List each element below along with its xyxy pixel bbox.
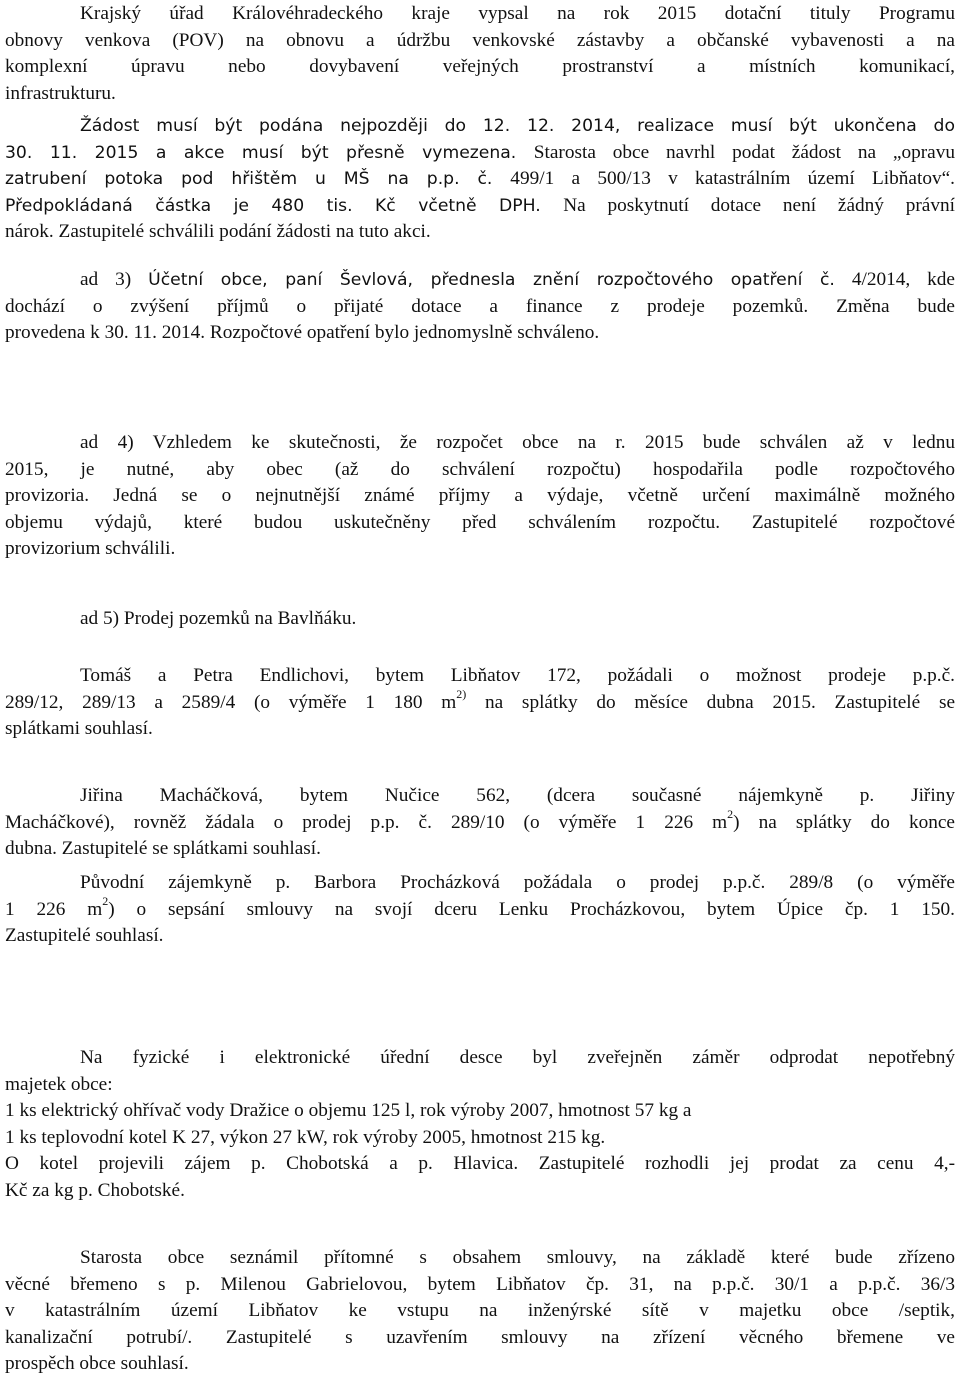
text-line: ad 4) Vzhledem ke skutečnosti, že rozpočet obce na r. 2015 bude schválen až v lednu [80, 432, 955, 453]
text-line: dubna. Zastupitelé se splátkami souhlasí. [5, 838, 321, 860]
text-line: kanalizační potrubí/. Zastupitelé s uzavřením smlouvy na zřízení věcného břemene ve [5, 1326, 955, 1348]
text-line: majetek obce: [5, 1073, 113, 1095]
text-line: 289/12, 289/13 a 2589/4 (o výměře 1 180 $m^{2)}$ na splátky do měsíce dubna 2015. Zastupitelé se [5, 687, 956, 713]
heading-ad5 [5, 606, 955, 633]
text-line: provizoria. Jedná se o nejnutnější známé příjmy a výdaje, včetně určení maximálně možného [5, 485, 955, 507]
text-line: Původní zájemkyně p. Barbora Procházková požádala o prodej p.p.č. 289/8 (o výměře [80, 872, 955, 893]
text-line: splátkami souhlasí. [5, 718, 153, 740]
text-line: O kotel projevili zájem p. Chobotská a p. Hlavica. Zastupitelé rozhodli jej prodat za cenu 4,- [5, 1153, 955, 1175]
paragraph-pov-program [5, 1, 955, 107]
text-line: nárok. Zastupitelé schválili podání žádosti na tuto akci. [5, 221, 431, 243]
text-line: zatrubení potoka pod hřištěm u MŠ na p.p. č. 499/1 a 500/13 v katastrálním území Libňatov“. [5, 168, 955, 190]
text-line: 30. 11. 2015 a akce musí být přesně vymezena. Starosta obce navrhl podat žádost na „opravu [5, 141, 956, 163]
text-line: Žádost musí být podána nejpozději do 12. 12. 2014, realizace musí být ukončena do [80, 116, 955, 136]
text-line: prospěch obce souhlasí. [5, 1353, 189, 1375]
text-line: Krajský úřad Královéhradeckého kraje vypsal na rok 2015 dotační tituly Programu [80, 3, 955, 24]
text-line: Předpokládaná částka je 480 tis. Kč včetně DPH. Na poskytnutí dotace není žádný právní [5, 194, 955, 216]
paragraph-easement [5, 1245, 955, 1378]
text-line: ad 3) Účetní obce, paní Ševlová, přednesla znění rozpočtového opatření č. 4/2014, kde [80, 269, 955, 290]
text-line: 2015, je nutné, aby obec (až do schválení rozpočtu) hospodařila podle rozpočtového [5, 458, 955, 480]
paragraph-prochazkova [5, 870, 955, 950]
text-line: v katastrálním území Libňatov ke vstupu na inženýrské sítě v majetku obce /septik, [5, 1300, 955, 1322]
text-line: 1 226 $m^2$) o sepsání smlouvy na svojí dceru Lenku Procházkovou, bytem Úpice čp. 1 150. [5, 894, 955, 920]
text-line: 1 ks elektrický ohřívač vody Dražice o objemu 125 l, rok výroby 2007, hmotnost 57 kg a [5, 1100, 692, 1122]
text-line: Jiřina Macháčková, bytem Nučice 562, (dcera současné nájemkyně p. Jiřiny [80, 785, 955, 806]
text-line: provizorium schválili. [5, 538, 176, 560]
paragraph-endlich [5, 663, 955, 743]
paragraph-ad3 [5, 267, 955, 347]
paragraph-machackova [5, 783, 955, 863]
paragraph-application [5, 113, 955, 246]
text-line: dochází o zvýšení příjmů o přijaté dotace a finance z prodeje pozemků. Změna bude [5, 295, 955, 317]
text-line: komplexní úpravu nebo dovybavení veřejných prostranství a místních komunikací, [5, 56, 955, 78]
text-line: Starosta obce seznámil přítomné s obsahem smlouvy, na základě které bude zřízeno [80, 1247, 955, 1268]
paragraph-notice-board [5, 1045, 955, 1205]
text-line: věcné břemeno s p. Milenou Gabrielovou, bytem Libňatov čp. 31, na p.p.č. 30/1 a p.p.č. 36/3 [5, 1273, 955, 1295]
text-line: Tomáš a Petra Endlichovi, bytem Libňatov 172, požádali o možnost prodeje p.p.č. [80, 665, 955, 686]
text-line: Macháčkové), rovněž žádala o prodej p.p. č. 289/10 (o výměře 1 226 $m^2$) na splátky do konce [5, 807, 955, 833]
paragraph-ad4 [5, 430, 955, 563]
text-line: Kč za kg p. Chobotské. [5, 1179, 185, 1201]
text-line: Zastupitelé souhlasí. [5, 925, 164, 947]
text-line: 1 ks teplovodní kotel K 27, výkon 27 kW, rok výroby 2005, hmotnost 215 kg. [5, 1126, 606, 1148]
text-line: ad 5) Prodej pozemků na Bavlňáku. [80, 608, 357, 629]
text-line: objemu výdajů, které budou uskutečněny před schválením rozpočtu. Zastupitelé rozpočtové [5, 511, 955, 533]
text-line: Na fyzické i elektronické úřední desce byl zveřejněn záměr odprodat nepotřebný [80, 1047, 955, 1068]
text-line: infrastrukturu. [5, 82, 116, 104]
text-line: provedena k 30. 11. 2014. Rozpočtové opatření bylo jednomyslně schváleno. [5, 322, 600, 344]
text-line: obnovy venkova (POV) na obnovu a údržbu venkovské zástavby a občanské vybavenosti a na [5, 29, 955, 51]
